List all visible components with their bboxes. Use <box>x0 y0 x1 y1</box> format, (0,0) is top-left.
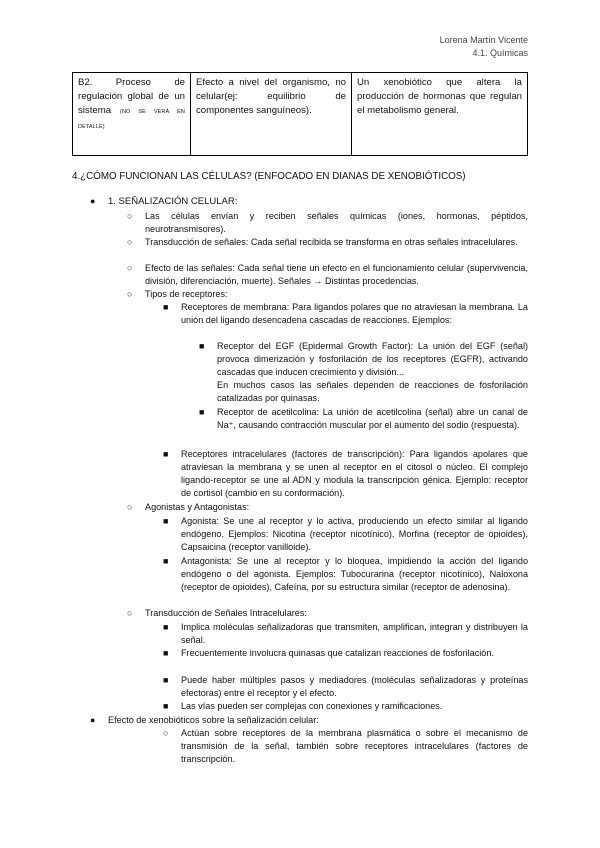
table-cell-level <box>73 73 191 156</box>
author-name: Lorena Martín Vicente <box>439 35 528 45</box>
classification-table <box>72 72 528 156</box>
bullet-square: ■ <box>163 701 169 711</box>
level-text: B2. Proceso de regulación global de un sistema <box>78 77 185 116</box>
bullet-square: ■ <box>163 675 169 685</box>
bullet-circle: ○ <box>127 263 133 273</box>
bullet-square: ■ <box>199 341 205 351</box>
bullet-square: ■ <box>163 556 169 566</box>
subsection-title: 1. SEÑALIZACIÓN CELULAR: <box>108 196 238 207</box>
list-item-title: Transducción de Señales Intracelulares: <box>145 608 307 618</box>
bullet-square: ■ <box>163 449 169 459</box>
bullet-circle: ○ <box>127 502 133 512</box>
list-item: Receptores intracelulares (factores de transcripción): Para ligandos apolares que atraviesan la membrana y se unen al receptor en el citosol o núcleo. El complejo ligando-receptor se une al ADN y modula la transcripción génica. Ejemplo: receptor de cortisol (cambio en su conformación). <box>181 449 528 498</box>
bullet-square: ■ <box>163 648 169 658</box>
list-item-note: En muchos casos las señales dependen de reacciones de fosforilación catalizadas por quinasas. <box>217 380 528 403</box>
bullet-square: ■ <box>163 302 169 312</box>
list-item: Transducción de señales: Cada señal recibida se transforma en otras señales intracelulares. <box>145 237 518 247</box>
list-item: Actúan sobre receptores de la membrana plasmática o sobre el mecanismo de transmisión de la señal, también sobre receptores intracelulares (factores de transcripción. <box>181 728 528 764</box>
level-note: (NO SE VERÁ EN DETALLE) <box>78 109 185 130</box>
bullet-circle: ○ <box>127 289 133 299</box>
bullet-disc: ● <box>90 715 96 725</box>
table-cell-effect: Efecto a nivel del organismo, no celular(ej: equilibrio de componentes sanguíneos). <box>191 73 352 156</box>
section-heading: 4.¿CÓMO FUNCIONAN LAS CÉLULAS? (ENFOCADO EN DIANAS DE XENOBIÓTICOS) <box>72 171 466 182</box>
list-item: Receptor de acetilcolina: La unión de acetilcolina (señal) abre un canal de Na⁺, causando contracción muscular por el aumento del sodio (respuesta). <box>217 407 528 430</box>
section-label: 4.1. Químicas <box>472 48 528 58</box>
list-item: Agonista: Se une al receptor y lo activa, produciendo un efecto similar al ligando endógeno. Ejemplos: Nicotina (receptor nicotínico), Morfina (receptor de opioides), Capsaicina (receptor vanilloide). <box>181 516 528 552</box>
bullet-disc: ● <box>90 196 96 206</box>
list-item-title: Agonistas y Antagonistas: <box>145 502 250 512</box>
list-item: Frecuentemente involucra quinasas que catalizan reacciones de fosforilación. <box>181 648 494 658</box>
list-item: Las células envían y reciben señales químicas (iones, hormonas, péptidos, neurotransmisores). <box>145 211 528 234</box>
bullet-square: ■ <box>163 622 169 632</box>
bullet-circle: ○ <box>127 608 133 618</box>
bullet-circle: ○ <box>127 211 133 221</box>
page-header <box>440 34 528 60</box>
list-item: Receptor del EGF (Epidermal Growth Factor): La unión del EGF (señal) provoca dimerización y fosforilación de los receptores (EGFR), activando cascadas que inducen crecimiento y división... <box>217 341 528 377</box>
table-cell-example: Un xenobiótico que altera la producción de hormonas que regulan el metabolismo general. <box>352 73 528 156</box>
bullet-square: ■ <box>199 407 205 417</box>
list-item-title: Efecto de xenobióticos sobre la señalización celular: <box>108 715 319 725</box>
list-item: Las vías pueden ser complejas con conexiones y ramificaciones. <box>181 701 443 711</box>
list-item: Receptores de membrana: Para ligandos polares que no atraviesan la membrana. La unión del ligando desencadena cascadas de reacciones. Ejemplos: <box>181 302 528 325</box>
table-row <box>73 73 528 156</box>
list-item: Antagonista: Se une al receptor y lo bloquea, impidiendo la acción del ligando endógeno o del agonista. Ejemplos: Tubocurarina (receptor nicotínico), Naloxona (receptor de opioides), Cafeína, por su estructura similar (receptor de adenosina). <box>181 556 528 592</box>
bullet-square: ■ <box>163 516 169 526</box>
list-item: Puede haber múltiples pasos y mediadores (moléculas señalizadoras y proteínas efectoras) entre el receptor y el efecto. <box>181 675 528 698</box>
bullet-circle: ○ <box>163 728 169 738</box>
list-item: Efecto de las señales: Cada señal tiene un efecto en el funcionamiento celular (supervivencia, división, diferenciación, muerte). Señales → Distintas procedencias. <box>145 263 528 286</box>
bullet-circle: ○ <box>127 237 133 247</box>
list-item: Implica moléculas señalizadoras que transmiten, amplifican, integran y distribuyen la señal. <box>181 622 528 645</box>
list-item-title: Tipos de receptores: <box>145 289 228 299</box>
